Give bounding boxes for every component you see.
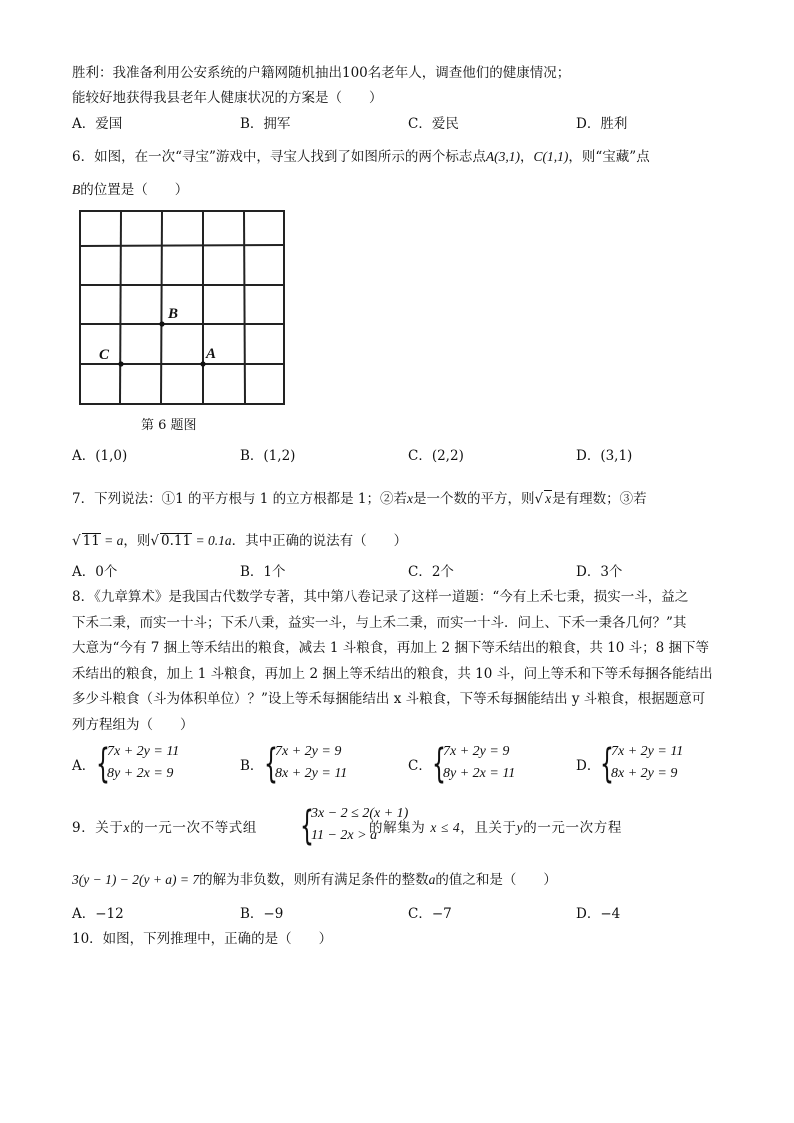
q8-stem-line3: 大意为“今有 7 捆上等禾结出的粮食，减去 1 斗粮食，再加上 2 捆下等禾结出的粮食，共 10 斗；8 捆下等 (72, 640, 710, 656)
q8-stem-line6: 列方程组为（ ） (72, 717, 194, 733)
q8-stem-line5: 多少斗粮食（斗为体积单位）？”设上等禾每捆能结出 x 斗粮食，下等禾每捆能结出 y 斗粮食，根据题意可 (72, 691, 706, 707)
q9-stem-line2: 3(y − 1) − 2(y + a) = 7的解为非负数，则所有满足条件的整数a的值之和是（ ） (72, 872, 557, 888)
q7-option-a: A．0个 (72, 564, 118, 580)
q9-option-d: D．−4 (576, 906, 621, 922)
q7-option-b: B．1个 (240, 564, 286, 580)
q6-option-d: D．(3,1) (576, 448, 633, 464)
sqrt-11: √ 11 (72, 533, 100, 549)
grid-border (80, 211, 284, 404)
q6-figure-caption: 第 6 题图 (141, 418, 197, 433)
q5-option-a: A．爱国 (72, 116, 123, 132)
q6-option-b: B．(1,2) (240, 448, 296, 464)
sqrt-0-11: √ 0.11 (150, 533, 192, 549)
q6-option-c: C．(2,2) (408, 448, 464, 464)
q8-option-a-label: A． (72, 758, 96, 774)
q5-option-c: C．爱民 (408, 116, 459, 132)
label-c: C (99, 347, 110, 363)
q7-stem-line1: 7．下列说法：①1 的平方根与 1 的立方根都是 1；②若x是一个数的平方，则√ x是有理数；③若 (72, 491, 647, 507)
q8-option-b-label: B． (240, 758, 264, 774)
q9-option-b: B．−9 (240, 906, 284, 922)
q6-point-c: C(1,1) (533, 149, 569, 164)
point-b-dot (159, 321, 164, 326)
q6-option-a: A．(1,0) (72, 448, 128, 464)
q9-option-c: C．−7 (408, 906, 452, 922)
q5-option-b: B．拥军 (240, 116, 291, 132)
q8-option-c-label: C． (408, 758, 432, 774)
q6-stem-line2: B的位置是（ ） (72, 182, 189, 198)
q8-stem-line1: 8．《九章算术》是我国古代数学专著，其中第八卷记录了这样一道题：“今有上禾七秉，损实一斗，益之 (72, 589, 689, 605)
q6-stem-line1: 6．如图，在一次“寻宝”游戏中，寻宝人找到了如图所示的两个标志点A(3,1)，C(1,1)，则“宝藏”点 (72, 149, 650, 165)
q9-option-a: A．−12 (72, 906, 124, 922)
point-a-dot (200, 361, 205, 366)
q8-stem-line4: 禾结出的粮食，加上 1 斗粮食，再加上 2 捆上等禾结出的粮食，共 10 斗，问上等禾和下等禾每捆各能结出 (72, 666, 713, 682)
q7-option-d: D．3个 (576, 564, 623, 580)
q9-stem-line1: 9．关于x的一元一次不等式组 的解集为 x ≤ 4，且关于y的一元一次方程 (72, 820, 622, 836)
label-b: B (168, 306, 179, 322)
q7-option-c: C．2个 (408, 564, 454, 580)
q7-stem-line2: √ 11 = a，则√ 0.11 = 0.1a．其中正确的说法有（ ） (72, 533, 408, 549)
q10-stem-line1: 10．如图，下列推理中，正确的是（ ） (72, 931, 333, 947)
q6-point-a: A(3,1) (485, 149, 521, 164)
q6-grid-figure (78, 209, 288, 407)
point-c-dot (118, 361, 123, 366)
q8-stem-line2: 下禾二秉，而实一十斗；下禾八秉，益实一斗，与上禾二秉，而实一十斗．问上、下禾一秉各几何？”其 (72, 615, 687, 631)
label-a: A (206, 346, 217, 362)
q5-question-line: 能较好地获得我县老年人健康状况的方案是（ ） (72, 90, 383, 106)
q8-option-d-label: D． (576, 758, 601, 774)
q5-scheme-line: 胜利：我准备利用公安系统的户籍网随机抽出100名老年人，调查他们的健康情况； (72, 65, 571, 81)
q5-option-d: D．胜利 (576, 116, 628, 132)
sqrt-x: √ x (534, 491, 552, 507)
